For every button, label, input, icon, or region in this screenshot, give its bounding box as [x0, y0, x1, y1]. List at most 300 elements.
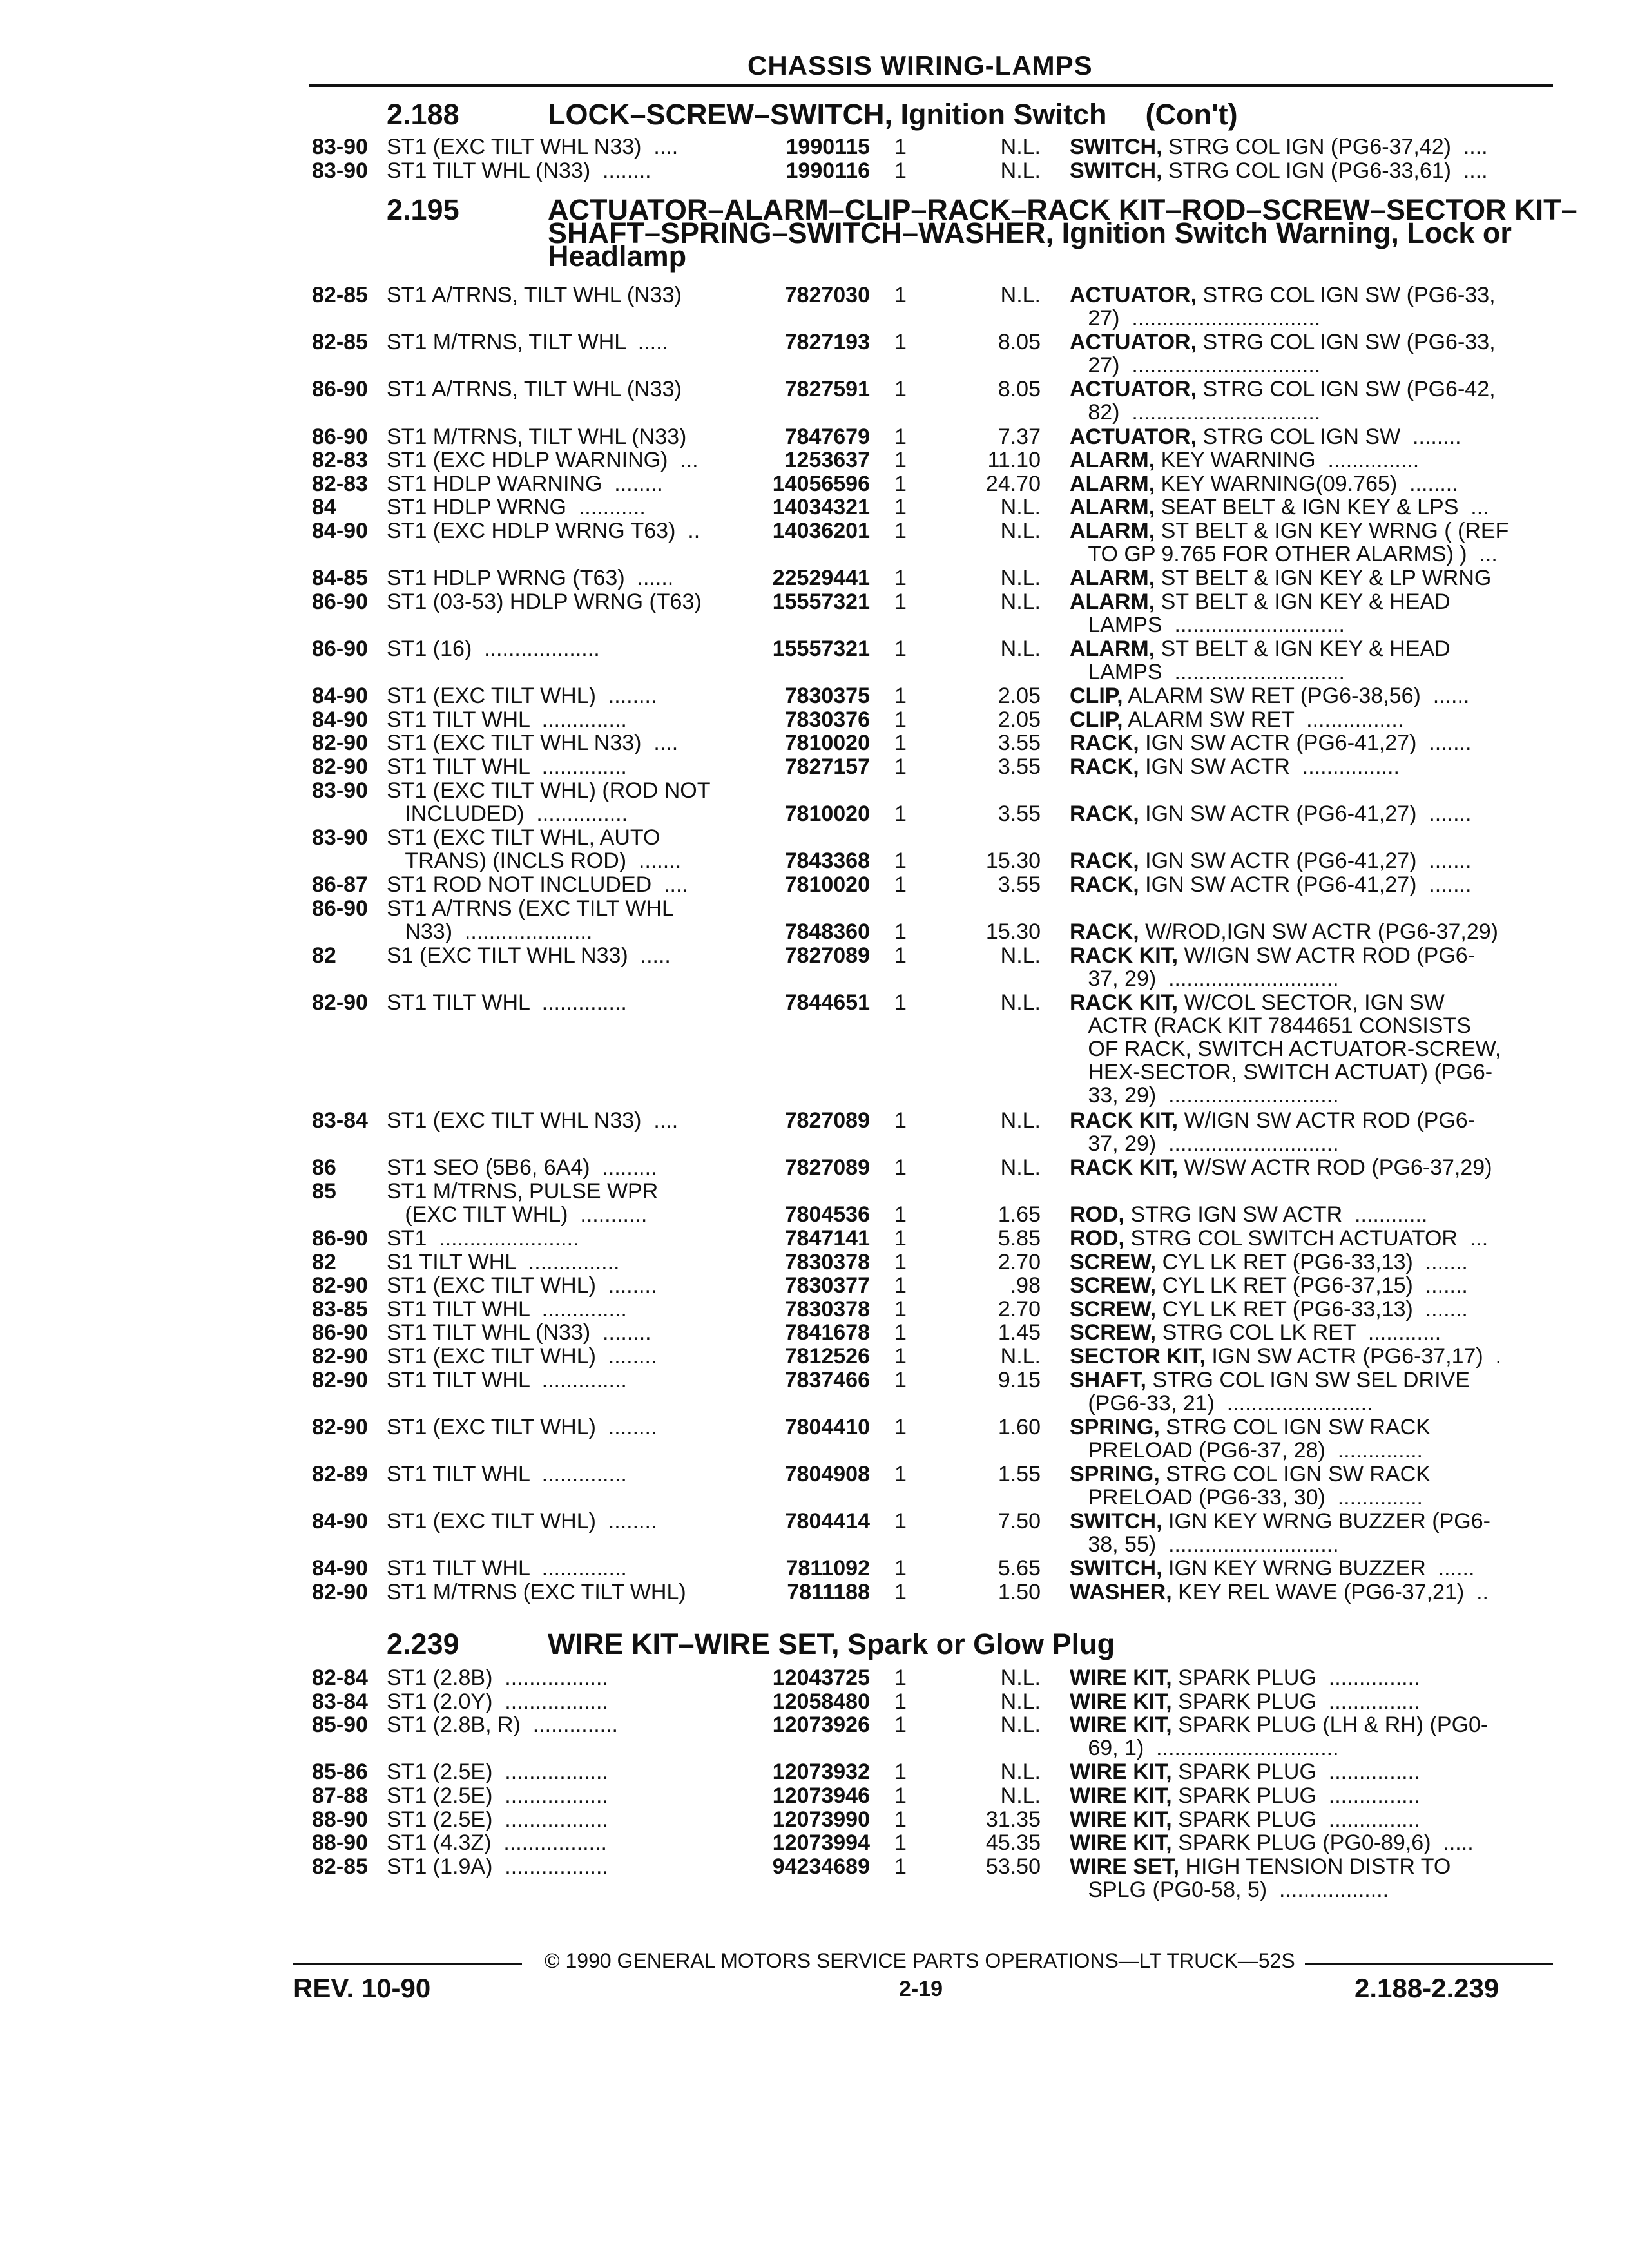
- application: ST1 M/TRNS, TILT WHL .....: [387, 330, 669, 355]
- application: ST1 (EXC TILT WHL) ........: [387, 1344, 657, 1369]
- price: 1.45: [998, 1320, 1041, 1345]
- model-years: 82-90: [312, 990, 368, 1015]
- part-detail: W/IGN SW ACTR ROD (PG6- 37, 29) ............................: [1088, 1108, 1476, 1156]
- part-number: 7843368: [784, 849, 870, 874]
- part-number: 7804908: [784, 1462, 870, 1486]
- section-continued: (Con't): [1145, 98, 1238, 131]
- part-number: 7827157: [784, 754, 870, 779]
- price: 31.35: [985, 1807, 1041, 1832]
- part-name: ALARM,: [1070, 448, 1155, 473]
- part-detail: ST BELT & IGN KEY & HEAD LAMPS ............................: [1088, 637, 1451, 684]
- application: ST1 (4.3Z) .................: [387, 1831, 607, 1856]
- part-detail: SEAT BELT & IGN KEY & LPS ...: [1155, 495, 1489, 520]
- model-years: 83-90: [312, 135, 368, 159]
- part-name: RACK KIT,: [1070, 1155, 1179, 1180]
- description: [1070, 1463, 1534, 1509]
- description: [1070, 1321, 1534, 1344]
- part-name: RACK,: [1070, 849, 1139, 874]
- quantity: 1: [894, 684, 907, 709]
- application: ST1 (EXC TILT WHL) ........: [387, 684, 657, 709]
- part-name: ALARM,: [1070, 495, 1155, 520]
- part-name: SCREW,: [1070, 1296, 1157, 1321]
- description: [1070, 1203, 1534, 1226]
- part-name: WIRE KIT,: [1070, 1689, 1172, 1714]
- application: ST1 (EXC TILT WHL) (ROD NOT INCLUDED) ...............: [387, 778, 711, 826]
- part-number: 7827089: [784, 1155, 870, 1180]
- model-years: 82-83: [312, 471, 368, 496]
- application: ST1 TILT WHL ..............: [387, 1367, 627, 1392]
- description: [1070, 1666, 1534, 1689]
- application: ST1 TILT WHL ..............: [387, 1296, 627, 1321]
- quantity: 1: [894, 519, 907, 543]
- part-name: SHAFT,: [1070, 1367, 1146, 1392]
- model-years: 85-90: [312, 1713, 368, 1738]
- part-detail: SPARK PLUG ...............: [1171, 1807, 1420, 1832]
- price: 2.05: [998, 707, 1041, 732]
- application: ST1 TILT WHL ..............: [387, 1462, 627, 1486]
- application: ST1 HDLP WRNG (T63) ......: [387, 566, 674, 591]
- model-years: 88-90: [312, 1831, 368, 1856]
- description: [1070, 920, 1534, 943]
- price: 45.35: [985, 1831, 1041, 1856]
- header-rule: [309, 84, 1553, 87]
- part-detail: STRG COL IGN (PG6-33,61) ....: [1162, 158, 1488, 183]
- part-number: 7837466: [784, 1367, 870, 1392]
- application: ST1 TILT WHL ..............: [387, 990, 627, 1015]
- price: N.L.: [1000, 637, 1041, 661]
- part-number: 7810020: [784, 802, 870, 827]
- part-number: 7827030: [784, 283, 870, 307]
- quantity: 1: [894, 1854, 907, 1879]
- section-subtitle: Ignition Switch Warning, Lock or Headlamp: [548, 216, 1512, 273]
- part-number: 7810020: [784, 731, 870, 756]
- price: .98: [1010, 1273, 1041, 1298]
- price: N.L.: [1000, 1344, 1041, 1369]
- part-name: SCREW,: [1070, 1249, 1157, 1274]
- part-detail: STRG COL IGN SW (PG6-42, 82) ...............................: [1088, 377, 1496, 425]
- description: [1070, 1345, 1534, 1368]
- application: ST1 (16) ...................: [387, 637, 600, 661]
- part-number: 7841678: [784, 1320, 870, 1345]
- part-name: ALARM,: [1070, 519, 1155, 543]
- quantity: 1: [894, 990, 907, 1015]
- part-name: RACK,: [1070, 919, 1139, 945]
- part-detail: IGN KEY WRNG BUZZER (PG6- 38, 55) ............................: [1088, 1509, 1490, 1557]
- price: N.L.: [1000, 1713, 1041, 1738]
- section-title: WIRE KIT–WIRE SET,: [548, 1628, 840, 1660]
- quantity: 1: [894, 1713, 907, 1738]
- description: [1070, 1581, 1534, 1604]
- application: ST1 (2.8B) .................: [387, 1666, 608, 1690]
- section-2188-heading: [387, 98, 1592, 131]
- description: [1070, 944, 1534, 990]
- price: N.L.: [1000, 1155, 1041, 1180]
- section-subtitle: Ignition Switch: [892, 98, 1107, 131]
- price: N.L.: [1000, 1108, 1041, 1133]
- model-years: 86-90: [312, 424, 368, 449]
- price: 15.30: [985, 919, 1041, 945]
- application: ST1 TILT WHL ..............: [387, 1556, 627, 1581]
- price: 11.10: [987, 448, 1041, 473]
- part-name: RACK,: [1070, 872, 1139, 897]
- footer-copyright: © 1990 GENERAL MOTORS SERVICE PARTS OPERATIONS—LT TRUCK—52S: [545, 1949, 1295, 1972]
- price: N.L.: [1000, 566, 1041, 591]
- description: [1070, 731, 1534, 754]
- part-name: SWITCH,: [1070, 1509, 1162, 1534]
- part-number: 7830378: [784, 1296, 870, 1321]
- application: ST1 (EXC TILT WHL) ........: [387, 1273, 657, 1298]
- price: N.L.: [1000, 943, 1041, 968]
- description: [1070, 1557, 1534, 1580]
- price: 7.50: [998, 1509, 1041, 1534]
- part-detail: IGN SW ACTR (PG6-41,27) .......: [1139, 802, 1472, 827]
- quantity: 1: [894, 1344, 907, 1369]
- description: [1070, 159, 1534, 182]
- application: ST1 (2.5E) .................: [387, 1760, 608, 1785]
- part-detail: IGN SW ACTR (PG6-41,27) .......: [1139, 849, 1472, 874]
- part-name: ALARM,: [1070, 471, 1155, 496]
- part-detail: W/COL SECTOR, IGN SW ACTR (RACK KIT 7844651 CONSISTS OF RACK, SWITCH ACTUATOR-SCREW, HEX-SECTOR, SWITCH ACTUAT) (PG6- 33, 29) ............................: [1088, 990, 1501, 1108]
- part-name: ROD,: [1070, 1202, 1124, 1227]
- part-number: 7827591: [784, 377, 870, 402]
- part-number: 7811092: [786, 1556, 870, 1581]
- part-number: 7804410: [784, 1414, 870, 1439]
- model-years: 82-85: [312, 1854, 368, 1879]
- part-number: 12073932: [772, 1760, 870, 1785]
- application: ST1 (1.9A) .................: [387, 1854, 608, 1879]
- application: S1 TILT WHL ...............: [387, 1249, 620, 1274]
- price: 1.50: [998, 1580, 1041, 1604]
- price: 9.15: [998, 1367, 1041, 1392]
- quantity: 1: [894, 1689, 907, 1714]
- part-name: ACTUATOR,: [1070, 377, 1197, 402]
- quantity: 1: [894, 707, 907, 732]
- application: ST1 TILT WHL ..............: [387, 707, 627, 732]
- model-years: 82-90: [312, 1580, 368, 1604]
- model-years: 82-90: [312, 1414, 368, 1439]
- description: [1070, 135, 1534, 159]
- model-years: 82-89: [312, 1462, 368, 1486]
- part-name: ACTUATOR,: [1070, 424, 1197, 449]
- part-name: WIRE SET,: [1070, 1854, 1180, 1879]
- part-number: 7830376: [784, 707, 870, 732]
- model-years: 82-90: [312, 1273, 368, 1298]
- part-number: 7844651: [784, 990, 870, 1015]
- description: [1070, 1416, 1534, 1462]
- description: [1070, 849, 1534, 872]
- application: ST1 TILT WHL (N33) ........: [387, 1320, 651, 1345]
- model-years: 86-90: [312, 1226, 368, 1251]
- description: [1070, 448, 1534, 472]
- part-name: SPRING,: [1070, 1462, 1160, 1486]
- price: N.L.: [1000, 495, 1041, 520]
- part-number: 1990116: [786, 158, 870, 183]
- part-name: RACK KIT,: [1070, 943, 1179, 968]
- part-detail: STRG COL LK RET ............: [1156, 1320, 1441, 1345]
- description: [1070, 378, 1534, 424]
- model-years: 86-90: [312, 589, 368, 614]
- model-years: 84-90: [312, 707, 368, 732]
- quantity: 1: [894, 919, 907, 945]
- part-detail: STRG IGN SW ACTR ............: [1124, 1202, 1428, 1227]
- application: ST1 HDLP WRNG ...........: [387, 495, 646, 520]
- part-name: RACK KIT,: [1070, 1108, 1179, 1133]
- part-number: 15557321: [772, 637, 870, 661]
- model-years: 86-87: [312, 872, 368, 897]
- price: N.L.: [1000, 1760, 1041, 1785]
- description: [1070, 1156, 1534, 1179]
- application: ST1 (EXC HDLP WARNING) ...: [387, 448, 699, 473]
- price: 15.30: [985, 849, 1041, 874]
- application: ST1 (2.5E) .................: [387, 1807, 608, 1832]
- description: [1070, 331, 1534, 377]
- part-detail: KEY REL WAVE (PG6-37,21) ..: [1171, 1580, 1489, 1604]
- part-number: 7827089: [784, 943, 870, 968]
- price: N.L.: [1000, 589, 1041, 614]
- part-detail: KEY WARNING ...............: [1155, 448, 1420, 473]
- description: [1070, 1690, 1534, 1713]
- part-name: SECTOR KIT,: [1070, 1344, 1206, 1369]
- part-detail: STRG COL IGN SW RACK PRELOAD (PG6-37, 28) ..............: [1088, 1414, 1431, 1463]
- part-number: 1990115: [786, 135, 870, 159]
- quantity: 1: [894, 1367, 907, 1392]
- description: [1070, 590, 1534, 637]
- application: ST1 (EXC TILT WHL) ........: [387, 1414, 657, 1439]
- price: 24.70: [985, 471, 1041, 496]
- part-number: 7804536: [784, 1202, 870, 1227]
- price: N.L.: [1000, 158, 1041, 183]
- part-number: 12073946: [772, 1783, 870, 1808]
- model-years: 87-88: [312, 1783, 368, 1808]
- description: [1070, 1831, 1534, 1854]
- quantity: 1: [894, 943, 907, 968]
- application: ST1 (2.8B, R) ..............: [387, 1713, 618, 1738]
- part-number: 22529441: [772, 566, 870, 591]
- model-years: 85-86: [312, 1760, 368, 1785]
- footer-rule: [1305, 1963, 1553, 1965]
- part-number: 7804414: [784, 1509, 870, 1534]
- quantity: 1: [894, 1783, 907, 1808]
- application: ST1 (EXC HDLP WRNG T63) ..: [387, 519, 700, 543]
- part-detail: ST BELT & IGN KEY & HEAD LAMPS ............................: [1088, 589, 1451, 637]
- part-name: WIRE KIT,: [1070, 1760, 1172, 1785]
- quantity: 1: [894, 849, 907, 874]
- model-years: 83-85: [312, 1296, 368, 1321]
- part-number: 12073990: [772, 1807, 870, 1832]
- quantity: 1: [894, 135, 907, 159]
- part-number: 7812526: [784, 1344, 870, 1369]
- application: ST1 (2.5E) .................: [387, 1783, 608, 1808]
- application: ST1 SEO (5B6, 6A4) .........: [387, 1155, 657, 1180]
- section-subtitle: Spark or Glow Plug: [839, 1628, 1115, 1660]
- part-number: 7847141: [784, 1226, 870, 1251]
- part-detail: KEY WARNING(09.765) ........: [1155, 471, 1458, 496]
- part-number: 7830375: [784, 684, 870, 709]
- quantity: 1: [894, 754, 907, 779]
- part-number: 7811188: [787, 1580, 870, 1604]
- part-detail: IGN SW ACTR (PG6-41,27) .......: [1139, 731, 1472, 756]
- price: 3.55: [998, 802, 1041, 827]
- part-name: SPRING,: [1070, 1414, 1160, 1439]
- quantity: 1: [894, 448, 907, 473]
- part-detail: STRG COL IGN SW (PG6-33, 27) ...............................: [1088, 330, 1496, 378]
- part-detail: STRG COL IGN SW RACK PRELOAD (PG6-33, 30) ..............: [1088, 1462, 1431, 1510]
- part-detail: IGN SW ACTR (PG6-41,27) .......: [1139, 872, 1472, 897]
- model-years: 82-85: [312, 330, 368, 355]
- model-years: 86-90: [312, 896, 368, 921]
- page-title: CHASSIS WIRING-LAMPS: [747, 50, 1093, 81]
- quantity: 1: [894, 1556, 907, 1581]
- quantity: 1: [894, 377, 907, 402]
- price: 5.85: [998, 1226, 1041, 1251]
- quantity: 1: [894, 1414, 907, 1439]
- model-years: 88-90: [312, 1807, 368, 1832]
- description: [1070, 1510, 1534, 1556]
- application: ST1 M/TRNS, TILT WHL (N33): [387, 424, 687, 449]
- part-detail: SPARK PLUG ...............: [1171, 1783, 1420, 1808]
- application: ST1 A/TRNS, TILT WHL (N33): [387, 377, 682, 402]
- part-name: WIRE KIT,: [1070, 1666, 1172, 1690]
- part-name: RACK,: [1070, 802, 1139, 827]
- application: ST1 HDLP WARNING ........: [387, 471, 663, 496]
- footer-page-number: 2-19: [899, 1977, 943, 2001]
- part-detail: SPARK PLUG ...............: [1171, 1760, 1420, 1785]
- part-detail: ST BELT & IGN KEY WRNG ( (REF TO GP 9.765 FOR OTHER ALARMS) ) ...: [1088, 519, 1509, 566]
- model-years: 84-85: [312, 566, 368, 591]
- price: 3.55: [998, 754, 1041, 779]
- price: 1.65: [998, 1202, 1041, 1227]
- part-detail: ST BELT & IGN KEY & LP WRNG: [1155, 566, 1492, 591]
- model-years: 84-90: [312, 519, 368, 543]
- application: ST1 (EXC TILT WHL N33) ....: [387, 135, 679, 159]
- part-detail: HIGH TENSION DISTR TO SPLG (PG0-58, 5) ..................: [1088, 1854, 1451, 1902]
- part-detail: ALARM SW RET ................: [1123, 707, 1404, 732]
- part-number: 94234689: [772, 1854, 870, 1879]
- quantity: 1: [894, 1320, 907, 1345]
- description: [1070, 1760, 1534, 1783]
- model-years: 86-90: [312, 1320, 368, 1345]
- quantity: 1: [894, 330, 907, 355]
- description: [1070, 1784, 1534, 1807]
- part-name: RACK KIT,: [1070, 990, 1179, 1015]
- price: 3.55: [998, 872, 1041, 897]
- model-years: 84-90: [312, 1556, 368, 1581]
- description: [1070, 1251, 1534, 1274]
- description: [1070, 684, 1534, 707]
- part-number: 14056596: [772, 471, 870, 496]
- section-2239-heading: [387, 1628, 1592, 1660]
- section-title: ACTUATOR–ALARM–CLIP–RACK–RACK KIT–ROD–SCREW–SECTOR KIT–SHAFT–SPRING–SWITCH–WASHER,: [548, 193, 1577, 249]
- quantity: 1: [894, 1462, 907, 1486]
- description: [1070, 425, 1534, 448]
- description: [1070, 873, 1534, 896]
- part-detail: STRG COL IGN (PG6-37,42) ....: [1162, 135, 1488, 159]
- part-number: 7827089: [784, 1108, 870, 1133]
- price: N.L.: [1000, 1689, 1041, 1714]
- description: [1070, 1855, 1534, 1901]
- model-years: 86: [312, 1155, 336, 1180]
- part-number: 14036201: [772, 519, 870, 543]
- model-years: 82-90: [312, 1344, 368, 1369]
- description: [1070, 1109, 1534, 1155]
- price: 53.50: [985, 1854, 1041, 1879]
- section-number: 2.239: [387, 1628, 459, 1660]
- model-years: 83-84: [312, 1108, 368, 1133]
- part-detail: ALARM SW RET (PG6-38,56) ......: [1123, 684, 1470, 709]
- part-detail: SPARK PLUG ...............: [1171, 1689, 1420, 1714]
- application: S1 (EXC TILT WHL N33) .....: [387, 943, 671, 968]
- application: ST1 (EXC TILT WHL N33) ....: [387, 731, 679, 756]
- part-detail: CYL LK RET (PG6-33,13) .......: [1156, 1249, 1468, 1274]
- part-name: CLIP,: [1070, 707, 1123, 732]
- quantity: 1: [894, 1831, 907, 1856]
- application: ST1 (EXC TILT WHL, AUTO TRANS) (INCLS ROD) .......: [387, 825, 682, 873]
- part-detail: SPARK PLUG ...............: [1171, 1666, 1420, 1690]
- part-number: 7827193: [784, 330, 870, 355]
- part-name: SWITCH,: [1070, 1556, 1162, 1581]
- model-years: 82-90: [312, 754, 368, 779]
- section-number: 2.195: [387, 193, 459, 226]
- model-years: 85: [312, 1178, 336, 1204]
- price: 2.70: [998, 1296, 1041, 1321]
- part-detail: CYL LK RET (PG6-33,13) .......: [1156, 1296, 1468, 1321]
- part-detail: W/SW ACTR ROD (PG6-37,29): [1178, 1155, 1492, 1180]
- part-detail: IGN SW ACTR (PG6-37,17) .: [1205, 1344, 1502, 1369]
- description: [1070, 495, 1534, 519]
- part-name: WIRE KIT,: [1070, 1783, 1172, 1808]
- model-years: 86-90: [312, 377, 368, 402]
- part-name: WIRE KIT,: [1070, 1713, 1172, 1738]
- part-name: SWITCH,: [1070, 135, 1162, 159]
- part-number: 12043725: [772, 1666, 870, 1690]
- price: 8.05: [998, 330, 1041, 355]
- quantity: 1: [894, 1249, 907, 1274]
- part-detail: IGN KEY WRNG BUZZER ......: [1162, 1556, 1475, 1581]
- quantity: 1: [894, 1226, 907, 1251]
- model-years: 84-90: [312, 684, 368, 709]
- quantity: 1: [894, 1202, 907, 1227]
- application: ST1 .......................: [387, 1226, 579, 1251]
- quantity: 1: [894, 1273, 907, 1298]
- quantity: 1: [894, 283, 907, 307]
- part-number: 14034321: [772, 495, 870, 520]
- description: [1070, 991, 1534, 1107]
- application: ST1 A/TRNS (EXC TILT WHL N33) .....................: [387, 896, 674, 944]
- price: 8.05: [998, 377, 1041, 402]
- application: ST1 ROD NOT INCLUDED ....: [387, 872, 688, 897]
- part-name: WASHER,: [1070, 1580, 1172, 1604]
- part-number: 7810020: [784, 872, 870, 897]
- part-number: 1253637: [784, 448, 870, 473]
- application: ST1 TILT WHL ..............: [387, 754, 627, 779]
- quantity: 1: [894, 424, 907, 449]
- part-number: 12073994: [772, 1831, 870, 1856]
- part-name: RACK,: [1070, 731, 1139, 756]
- footer-rule: [293, 1963, 522, 1965]
- part-number: 12058480: [772, 1689, 870, 1714]
- application: ST1 A/TRNS, TILT WHL (N33): [387, 283, 682, 307]
- quantity: 1: [894, 495, 907, 520]
- price: 5.65: [998, 1556, 1041, 1581]
- quantity: 1: [894, 1108, 907, 1133]
- price: N.L.: [1000, 283, 1041, 307]
- application: ST1 M/TRNS, PULSE WPR (EXC TILT WHL) ...........: [387, 1178, 659, 1227]
- model-years: 82-85: [312, 283, 368, 307]
- part-name: SCREW,: [1070, 1320, 1157, 1345]
- part-detail: SPARK PLUG (LH & RH) (PG0- 69, 1) ..............................: [1088, 1713, 1489, 1761]
- quantity: 1: [894, 1760, 907, 1785]
- model-years: 83-90: [312, 825, 368, 850]
